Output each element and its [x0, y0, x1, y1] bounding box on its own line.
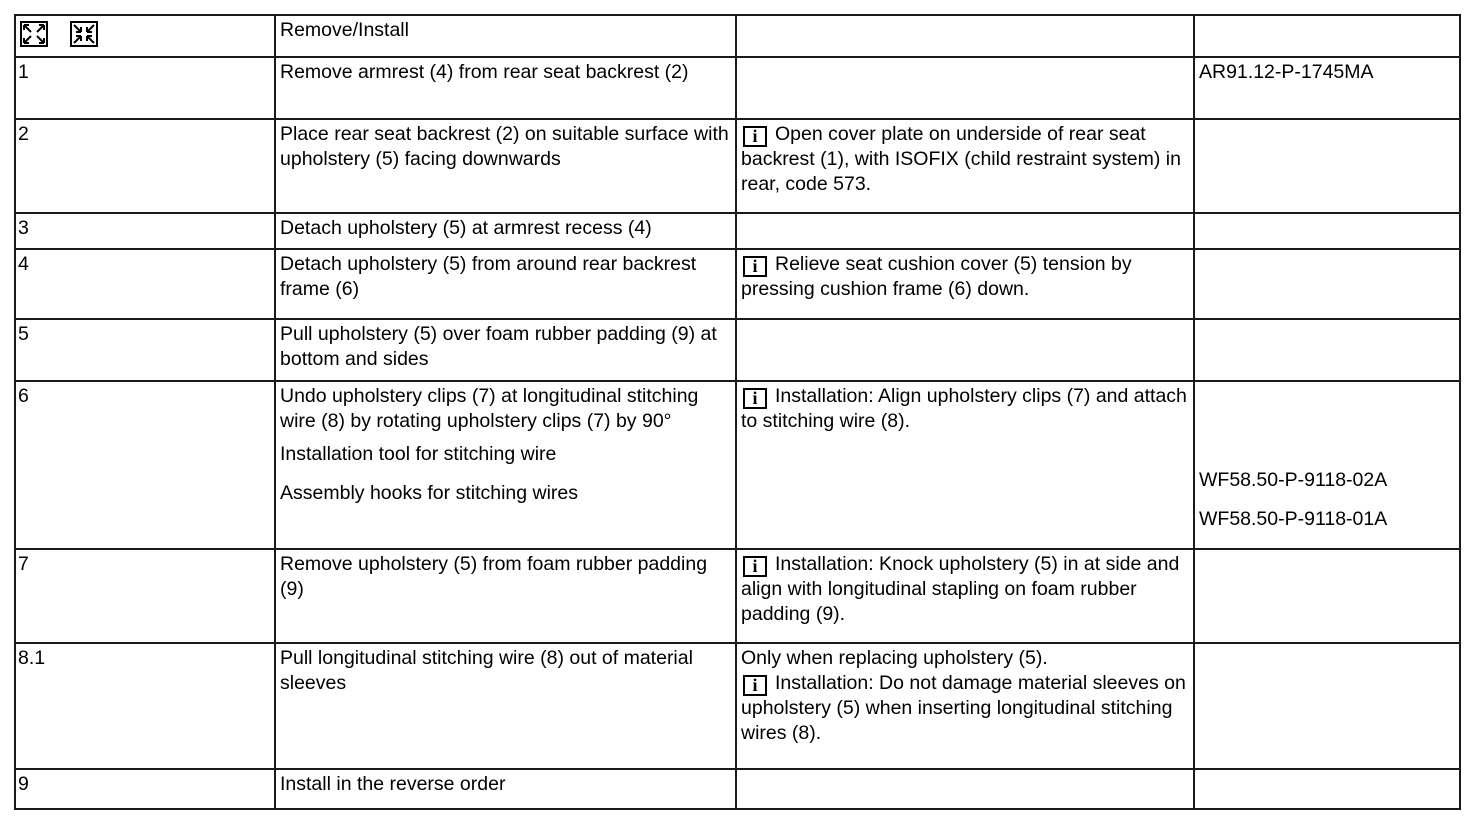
step-action: [275, 381, 736, 549]
step-ref: [1194, 249, 1460, 319]
step-ref-link[interactable]: AR91.12-P-1745MA: [1194, 57, 1460, 119]
info-icon[interactable]: i: [743, 556, 767, 577]
step-ref: [1194, 319, 1460, 381]
procedure-table: [14, 14, 1461, 810]
pre-note-text: Only when replacing upholstery (5).: [741, 647, 1048, 669]
tool-label: Installation tool for stitching wire: [280, 443, 557, 465]
step-number: 1: [15, 57, 275, 119]
info-icon[interactable]: i: [743, 256, 767, 277]
table-row: [15, 213, 1460, 249]
step-note: [736, 249, 1194, 319]
step-note: [736, 549, 1194, 643]
table-row: [15, 249, 1460, 319]
table-row: [15, 381, 1460, 549]
step-note: [736, 213, 1194, 249]
step-number: 2: [15, 119, 275, 213]
info-icon[interactable]: i: [743, 388, 767, 409]
expand-icon[interactable]: [20, 21, 48, 47]
step-note: [736, 119, 1194, 213]
header-empty-ref: [1194, 15, 1460, 57]
step-action-text: Undo upholstery clips (7) at longitudinal stitching wire (8) by rotating upholstery clips (7) by 90°: [280, 385, 699, 432]
tool-ref-link[interactable]: WF58.50-P-9118-01A: [1199, 508, 1388, 530]
note-text: Installation: Do not damage material sleeves on upholstery (5) when inserting longitudinal stitching wires (8).: [741, 672, 1186, 744]
step-number: 3: [15, 213, 275, 249]
tool-ref-link[interactable]: WF58.50-P-9118-02A: [1199, 469, 1388, 491]
table-row: [15, 319, 1460, 381]
table-row: [15, 643, 1460, 769]
step-number: 6: [15, 381, 275, 549]
step-number: 7: [15, 549, 275, 643]
note-text: Open cover plate on underside of rear seat backrest (1), with ISOFIX (child restraint system) in rear, code 573.: [741, 123, 1181, 195]
step-note: [736, 769, 1194, 809]
step-ref: [1194, 769, 1460, 809]
step-number: 4: [15, 249, 275, 319]
step-action: Detach upholstery (5) at armrest recess (4): [275, 213, 736, 249]
header-row: [15, 15, 1460, 57]
step-action: Place rear seat backrest (2) on suitable surface with upholstery (5) facing downwards: [275, 119, 736, 213]
step-number: 9: [15, 769, 275, 809]
info-icon[interactable]: i: [743, 126, 767, 147]
step-action: Pull upholstery (5) over foam rubber padding (9) at bottom and sides: [275, 319, 736, 381]
note-text: Installation: Align upholstery clips (7) and attach to stitching wire (8).: [741, 385, 1187, 432]
step-note: [736, 381, 1194, 549]
step-note: [736, 57, 1194, 119]
table-row: [15, 549, 1460, 643]
step-action: Install in the reverse order: [275, 769, 736, 809]
table-row: [15, 57, 1460, 119]
step-number: 8.1: [15, 643, 275, 769]
step-ref: [1194, 549, 1460, 643]
step-ref: [1194, 643, 1460, 769]
step-ref: [1194, 381, 1460, 549]
note-text: Installation: Knock upholstery (5) in at side and align with longitudinal stapling on foam rubber padding (9).: [741, 553, 1180, 625]
step-note: [736, 643, 1194, 769]
step-ref: [1194, 119, 1460, 213]
step-action: Remove upholstery (5) from foam rubber padding (9): [275, 549, 736, 643]
info-icon[interactable]: i: [743, 675, 767, 696]
header-icons-cell: [15, 15, 275, 57]
header-empty-note: [736, 15, 1194, 57]
table-row: [15, 769, 1460, 809]
tool-label: Assembly hooks for stitching wires: [280, 482, 579, 504]
collapse-icon[interactable]: [70, 21, 98, 47]
table-row: [15, 119, 1460, 213]
step-note: [736, 319, 1194, 381]
step-action: Remove armrest (4) from rear seat backrest (2): [275, 57, 736, 119]
step-action: Detach upholstery (5) from around rear backrest frame (6): [275, 249, 736, 319]
step-ref: [1194, 213, 1460, 249]
step-action: Pull longitudinal stitching wire (8) out of material sleeves: [275, 643, 736, 769]
note-text: Relieve seat cushion cover (5) tension by pressing cushion frame (6) down.: [741, 253, 1132, 300]
step-number: 5: [15, 319, 275, 381]
header-title: Remove/Install: [275, 15, 736, 57]
